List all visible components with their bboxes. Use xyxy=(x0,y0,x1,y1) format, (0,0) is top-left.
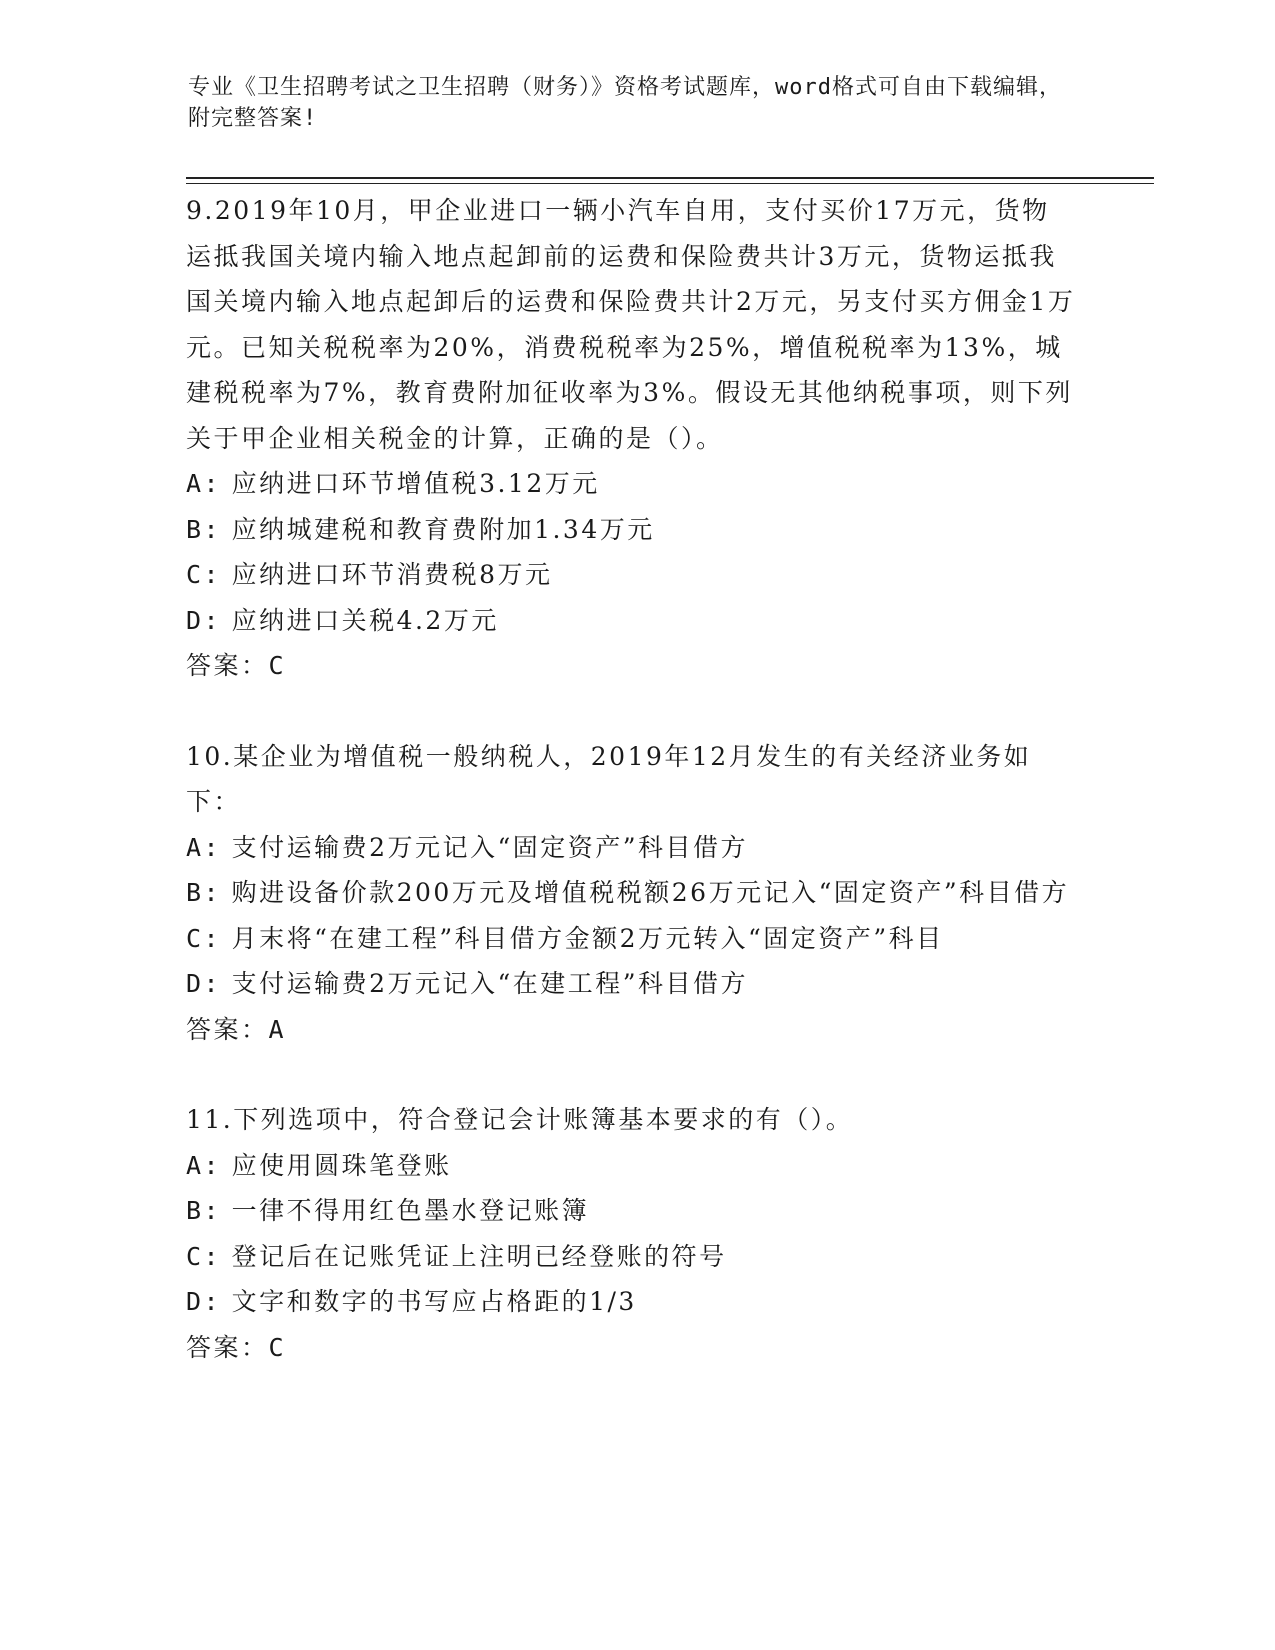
answer-line xyxy=(186,1325,1076,1371)
option-text: 登记后在记账凭证上注明已经登账的符号 xyxy=(231,1241,727,1271)
page-header: 专业《卫生招聘考试之卫生招聘（财务）》资格考试题库，word格式可自由下载编辑，附完整答案! xyxy=(188,75,1062,131)
option-letter: B: xyxy=(186,514,222,544)
option-text: 应纳进口环节消费税8万元 xyxy=(231,560,553,589)
option-d xyxy=(186,961,1076,1007)
option-letter: D: xyxy=(186,605,222,635)
option-text: 应纳进口关税4.2万元 xyxy=(231,605,499,635)
option-a xyxy=(186,825,1076,871)
option-text: 应纳城建税和教育费附加1.34万元 xyxy=(231,514,655,544)
answer-value: A xyxy=(268,1014,287,1044)
option-text: 支付运输费2万元记入“固定资产”科目借方 xyxy=(231,832,749,862)
question-11 xyxy=(186,1097,1076,1370)
answer-value: C xyxy=(268,1332,287,1362)
answer-label: 答案： xyxy=(186,1014,269,1044)
question-list xyxy=(186,188,1076,1415)
question-9 xyxy=(186,188,1076,689)
option-c xyxy=(186,1234,1076,1280)
option-letter: A: xyxy=(186,469,222,498)
option-letter: B: xyxy=(186,878,222,907)
question-stem: 11.下列选项中，符合登记会计账簿基本要求的有（）。 xyxy=(186,1105,854,1134)
header-divider-thick xyxy=(186,177,1154,179)
answer-label: 答案： xyxy=(186,651,269,680)
option-d xyxy=(186,598,1076,644)
option-letter: D: xyxy=(186,969,222,998)
question-stem: 9.2019年10月，甲企业进口一辆小汽车自用，支付买价17万元，货物运抵我国关境内输入地点起卸前的运费和保险费共计3万元，货物运抵我国关境内输入地点起卸后的运费和保险费共计2万元，另支付买方佣金1万元。已知关税税率为20%，消费税税率为25%，增值税税率为13%，城建税税率为7%，教育费附加征收率为3%。假设无其他纳税事项，则下列关于甲企业相关税金的计算，正确的是（）。 xyxy=(186,196,1076,453)
option-text: 应使用圆珠笔登账 xyxy=(231,1150,452,1180)
option-letter: C: xyxy=(186,560,222,589)
option-c xyxy=(186,916,1076,962)
option-text: 支付运输费2万元记入“在建工程”科目借方 xyxy=(231,969,749,998)
option-d xyxy=(186,1279,1076,1325)
header-divider-thin xyxy=(186,183,1154,184)
option-letter: C: xyxy=(186,923,222,953)
option-c xyxy=(186,552,1076,598)
option-letter: D: xyxy=(186,1287,222,1316)
option-letter: C: xyxy=(186,1241,222,1271)
answer-value: C xyxy=(268,651,287,680)
option-b xyxy=(186,507,1076,553)
option-b xyxy=(186,870,1076,916)
option-text: 应纳进口环节增值税3.12万元 xyxy=(231,469,600,498)
option-letter: A: xyxy=(186,832,222,862)
option-a xyxy=(186,461,1076,507)
answer-line xyxy=(186,1007,1076,1053)
option-a xyxy=(186,1143,1076,1189)
option-letter: A: xyxy=(186,1150,222,1180)
option-text: 购进设备价款200万元及增值税税额26万元记入“固定资产”科目借方 xyxy=(231,878,1070,907)
option-b xyxy=(186,1188,1076,1234)
question-stem: 10.某企业为增值税一般纳税人，2019年12月发生的有关经济业务如下： xyxy=(186,741,1032,816)
option-letter: B: xyxy=(186,1196,222,1225)
option-text: 文字和数字的书写应占格距的1/3 xyxy=(231,1287,637,1316)
answer-label: 答案： xyxy=(186,1332,269,1362)
option-text: 月末将“在建工程”科目借方金额2万元转入“固定资产”科目 xyxy=(231,923,944,953)
question-10 xyxy=(186,734,1076,1053)
answer-line xyxy=(186,643,1076,689)
option-text: 一律不得用红色墨水登记账簿 xyxy=(231,1196,590,1225)
